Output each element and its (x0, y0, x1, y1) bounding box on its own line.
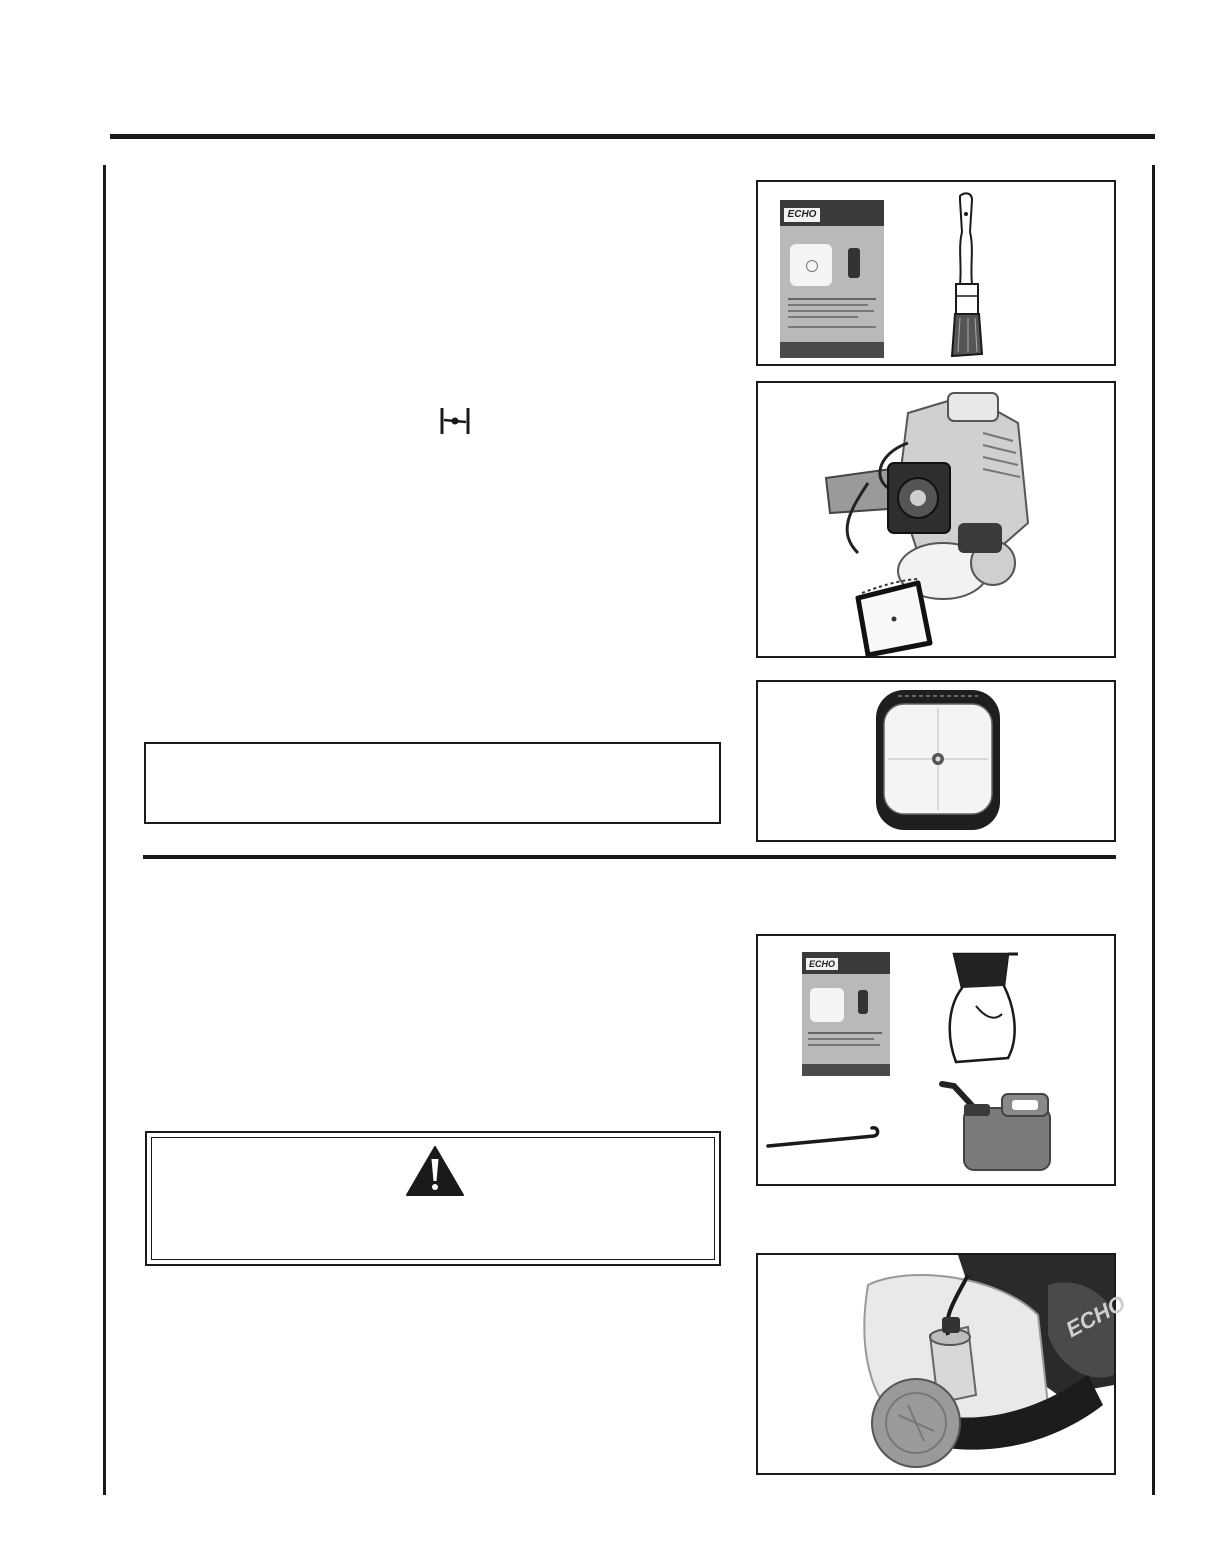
echo-logo: ECHO (1061, 1290, 1130, 1343)
choke-closed-icon (440, 407, 470, 435)
figure-fuel-tank (756, 1253, 1130, 1475)
warning-box (145, 1131, 721, 1266)
right-margin-rule (1152, 165, 1155, 1495)
filter-kit-package (780, 200, 884, 358)
figure-air-filter (756, 680, 1116, 842)
fuel-can-icon (942, 1084, 1050, 1170)
figure-engine-filter-removed (756, 381, 1116, 658)
left-margin-rule (103, 165, 106, 1495)
figure-fuel-filter-kit-tools (756, 934, 1116, 1186)
figure-kit-and-brush (756, 180, 1116, 366)
echo-logo: ECHO (806, 958, 838, 970)
section-divider (143, 855, 1116, 859)
warning-triangle-icon (405, 1145, 465, 1197)
cleaning-brush (942, 192, 992, 358)
header-rule (110, 134, 1155, 139)
echo-logo: ECHO (784, 208, 820, 222)
notice-box (144, 742, 721, 824)
glove-icon (950, 954, 1018, 1062)
wire-hook-icon (768, 1128, 878, 1146)
